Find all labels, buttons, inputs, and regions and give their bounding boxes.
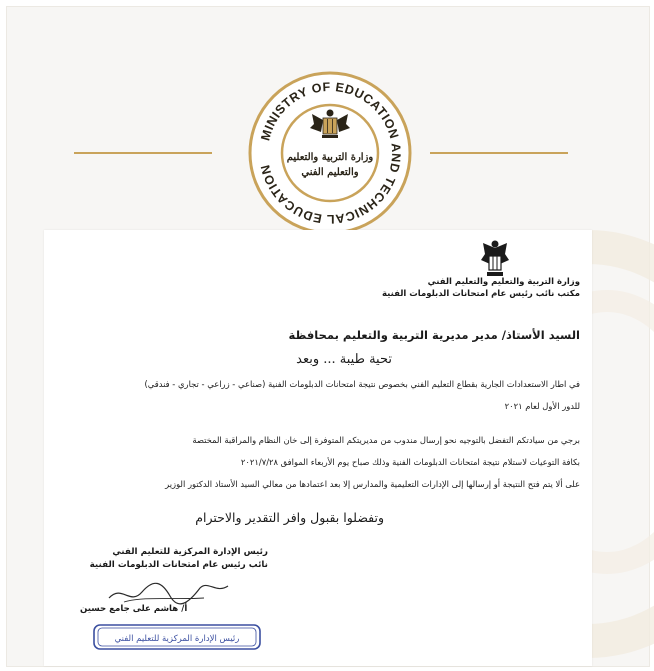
paragraph-2-line-3: على ألا يتم فتح النتيجة أو إرسالها إلى الإدارات التعليمية والمدارس إلا بعد اعتمادها من معالي السيد الأستاذ الدكتور الوزير <box>165 479 580 489</box>
signature-title <box>62 546 268 572</box>
svg-text:والتعليم الفني: والتعليم الفني <box>301 167 359 178</box>
paragraph-1-line-2: للدور الأول لعام ٢٠٢١ <box>504 401 580 411</box>
ministry-seal-logo <box>247 70 413 236</box>
addressee: السيد الأستاذ/ مدير مديرية التربية والتعليم بمحافظة <box>288 328 580 342</box>
header-rule-right <box>430 152 568 154</box>
header-rule-left <box>74 152 212 154</box>
official-stamp <box>92 622 262 652</box>
greeting: تحية طيبة ... وبعد <box>296 352 392 367</box>
paragraph-2-line-1: برجي من سيادتكم التفضل بالتوجيه نحو إرسال مندوب من مديريتكم المتوفرة إلى خان النظام والمراقبة المختصة <box>192 435 580 445</box>
signer-name: أ/ هاشم على جامع حسين <box>80 604 188 614</box>
svg-text:وزارة التربية والتعليم: وزارة التربية والتعليم <box>286 152 374 163</box>
paragraph-2-line-2: بكافة التوعيات لاستلام نتيجة امتحانات الدبلومات الفنية وذلك صباح يوم الأربعاء الموافق ٢٠٢١/٧/٢٨ <box>240 457 580 467</box>
svg-text:رئيس الإدارة المركزية للتعليم: رئيس الإدارة المركزية للتعليم الفني <box>114 634 240 644</box>
svg-text:MINISTRY OF EDUCATION AND TECH: MINISTRY OF EDUCATION AND TECHNICAL EDUCATION <box>258 79 404 227</box>
official-letter <box>44 230 592 666</box>
letterhead <box>382 276 580 300</box>
letterhead-line-2: مكتب نائب رئيس عام امتحانات الدبلومات الفنية <box>381 289 580 299</box>
closing-line: وتفضلوا بقبول وافر التقدير والاحترام <box>195 510 384 525</box>
signature-title-line-2: نائب رئيس عام امتحانات الدبلومات الفنية <box>89 560 268 570</box>
paragraph-1-line-1: في اطار الاستعدادات الجارية بقطاع التعليم الفني بخصوص نتيجة امتحانات الدبلومات الفنية (صناعي - زراعي - تجاري - فندقي) <box>144 379 580 389</box>
signature-title-line-1: رئيس الإدارة المركزية للتعليم الفني <box>112 547 268 557</box>
letterhead-line-1: وزارة التربية والتعليم والتعليم الفني <box>427 277 580 287</box>
